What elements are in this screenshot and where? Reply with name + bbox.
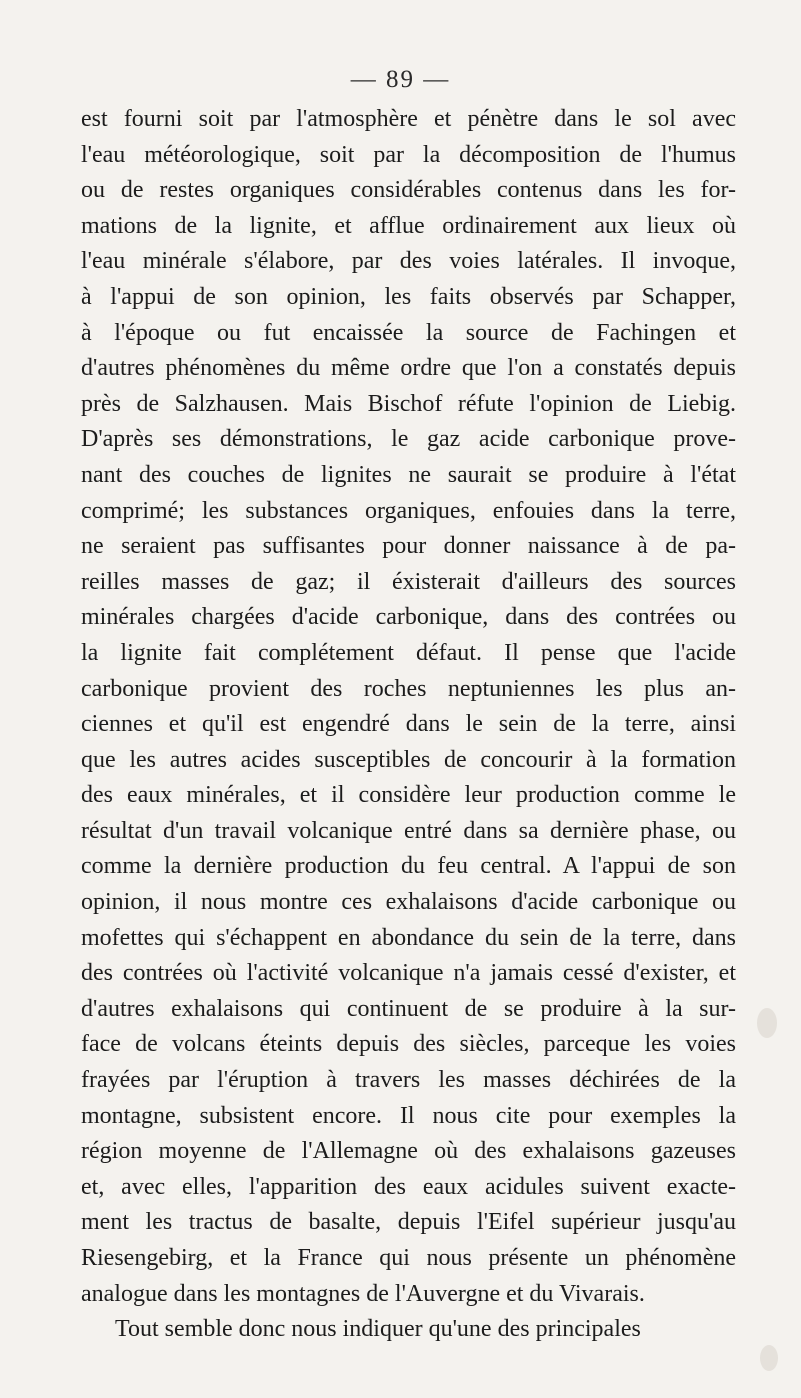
paper-stain [760,1345,778,1371]
text-line: carbonique provient des roches neptuniennes les plus an- [81,675,736,702]
text-line: l'eau météorologique, soit par la décomposition de l'humus [81,141,736,168]
text-line: face de volcans éteints depuis des siècles, parceque les voies [81,1031,736,1058]
text-line: d'autres exhalaisons qui continuent de se produire à la sur- [81,995,736,1022]
text-line: comme la dernière production du feu central. A l'appui de son [81,853,736,880]
text-line: Riesengebirg, et la France qui nous présente un phénomène [81,1245,736,1271]
paper-stain [757,1008,777,1038]
text-line: ment les tractus de basalte, depuis l'Eifel supérieur jusqu'au [81,1209,736,1236]
text-line: la lignite fait complétement défaut. Il pense que l'acide [81,639,736,666]
text-line: l'eau minérale s'élabore, par des voies latérales. Il invoque, [81,248,736,275]
text-line: ou de restes organiques considérables contenus dans les for- [81,177,736,204]
text-line: et, avec elles, l'apparition des eaux acidules suivent exacte- [81,1173,736,1200]
text-line: d'autres phénomènes du même ordre que l'on a constatés depuis [81,355,736,382]
text-line: que les autres acides susceptibles de concourir à la formation [81,746,736,773]
text-line: Tout semble donc nous indiquer qu'une des principales [115,1316,641,1343]
text-line: montagne, subsistent encore. Il nous cite pour exemples la [81,1102,736,1129]
text-line: analogue dans les montagnes de l'Auvergne et du Vivarais. [81,1280,645,1307]
text-line: est fourni soit par l'atmosphère et pénètre dans le sol avec [81,106,736,132]
text-line: résultat d'un travail volcanique entré dans sa dernière phase, ou [81,817,736,844]
page-number: — 89 — [350,66,451,93]
text-line: région moyenne de l'Allemagne où des exhalaisons gazeuses [81,1138,736,1165]
text-line: à l'appui de son opinion, les faits observés par Schapper, [81,283,736,310]
text-line: mations de la lignite, et afflue ordinairement aux lieux où [81,212,736,239]
text-line: à l'époque ou fut encaissée la source de Fachingen et [81,319,736,346]
text-line: minérales chargées d'acide carbonique, dans des contrées ou [81,604,736,631]
text-line: opinion, il nous montre ces exhalaisons d'acide carbonique ou [81,889,736,916]
text-line: comprimé; les substances organiques, enfouies dans la terre, [81,497,736,524]
text-line: des contrées où l'activité volcanique n'a jamais cessé d'exister, et [81,960,736,987]
text-line: ne seraient pas suffisantes pour donner naissance à de pa- [81,533,736,560]
text-line: ciennes et qu'il est engendré dans le sein de la terre, ainsi [81,711,736,738]
text-line: près de Salzhausen. Mais Bischof réfute l'opinion de Liebig. [81,390,736,417]
text-line: frayées par l'éruption à travers les masses déchirées de la [81,1067,736,1094]
text-line: D'après ses démonstrations, le gaz acide carbonique prove- [81,426,736,453]
body-text [81,102,736,1348]
text-line: nant des couches de lignites ne saurait se produire à l'état [81,461,736,488]
text-line: mofettes qui s'échappent en abondance du sein de la terre, dans [81,924,736,951]
text-line: reilles masses de gaz; il éxisterait d'ailleurs des sources [81,568,736,595]
text-line: des eaux minérales, et il considère leur production comme le [81,782,736,809]
